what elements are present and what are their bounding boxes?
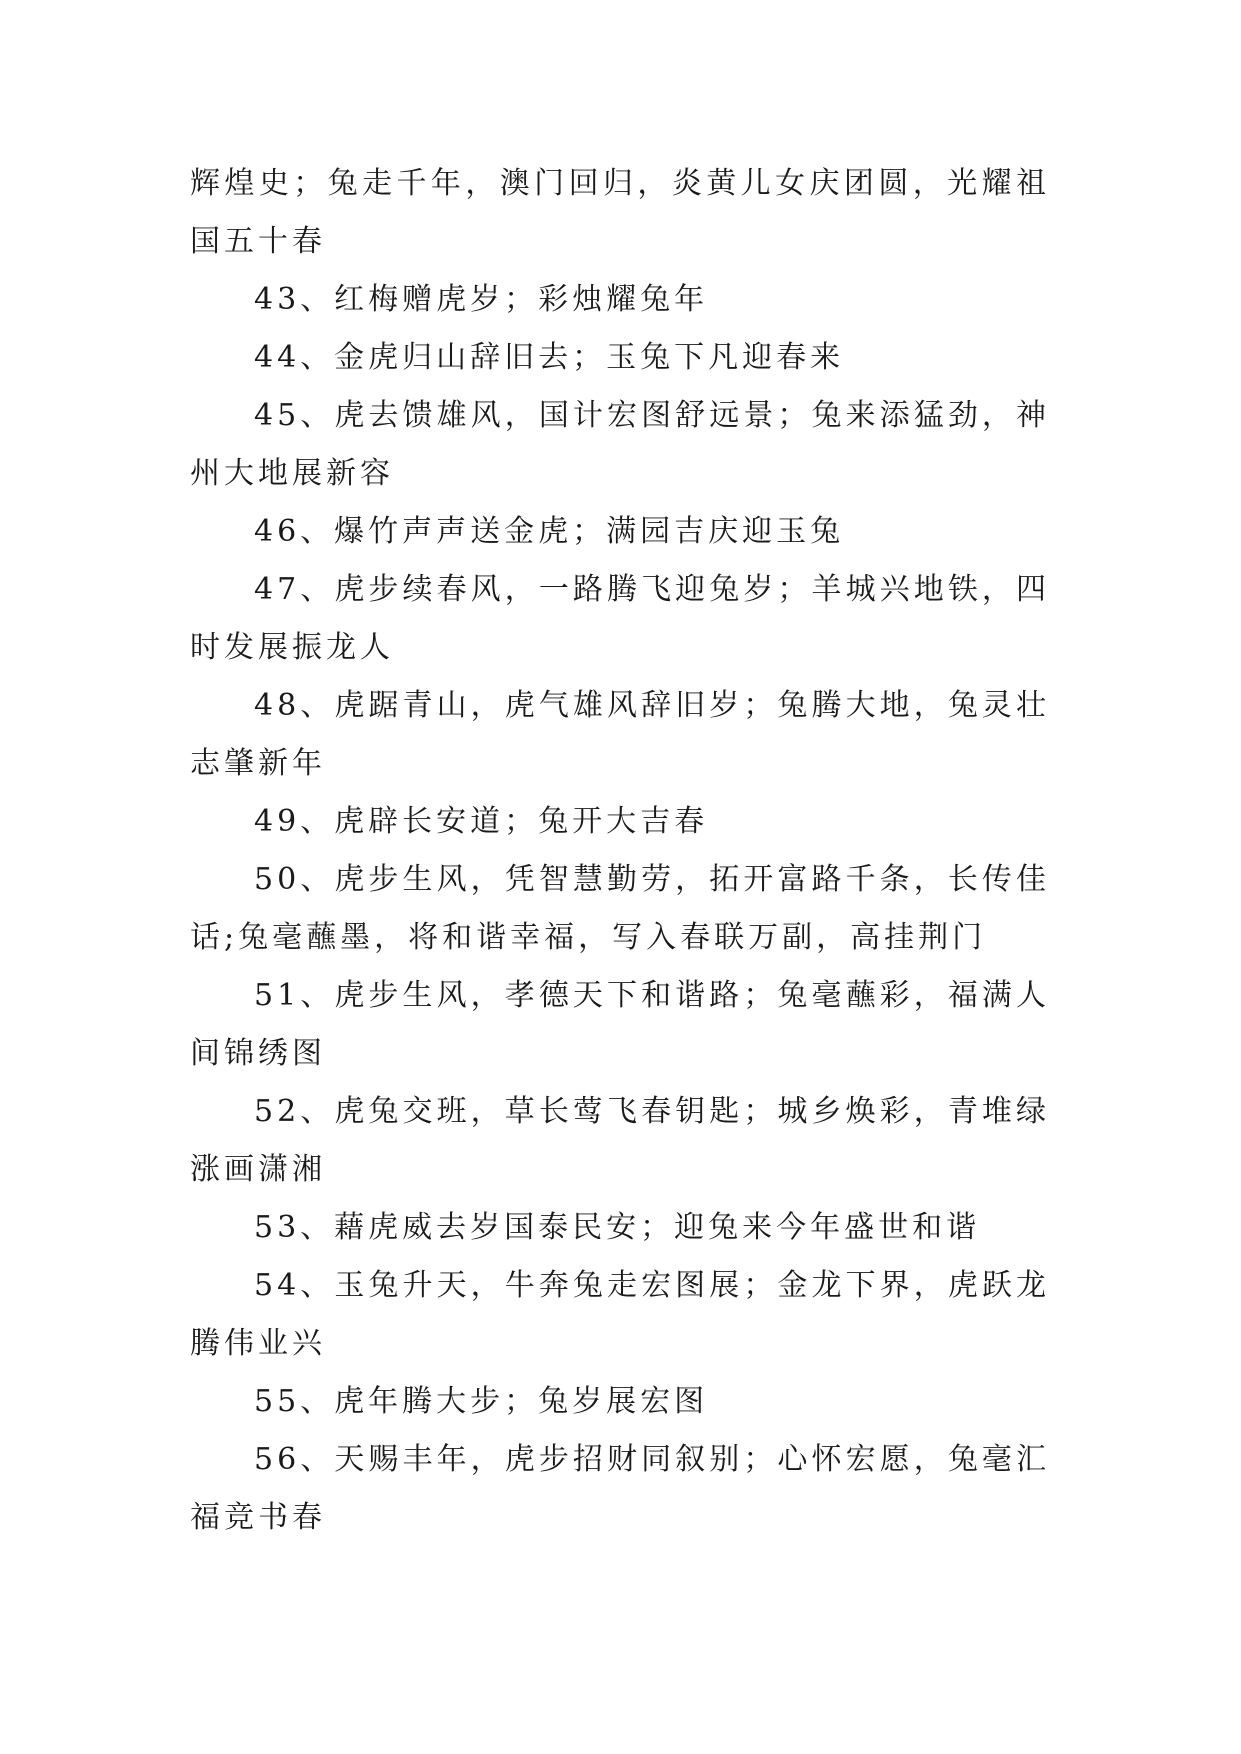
paragraph-49: 49、虎辟长安道；兔开大吉春 bbox=[254, 804, 709, 839]
paragraph-43: 43、红梅赠虎岁；彩烛耀兔年 bbox=[254, 282, 709, 317]
paragraph-50: 50、虎步生风，凭智慧勤劳，拓开富路千条，长传佳话;兔毫蘸墨，将和谐幸福，写入春联万副，高挂荆门 bbox=[190, 862, 1050, 955]
paragraph-56: 56、天赐丰年，虎步招财同叙别；心怀宏愿，兔毫汇福竞书春 bbox=[190, 1442, 1050, 1535]
paragraph-44: 44、金虎归山辞旧去；玉兔下凡迎春来 bbox=[254, 340, 845, 375]
paragraph-55: 55、虎年腾大步；兔岁展宏图 bbox=[254, 1384, 709, 1419]
paragraph-54: 54、玉兔升天，牛奔兔走宏图展；金龙下界，虎跃龙腾伟业兴 bbox=[190, 1268, 1050, 1361]
paragraph-continued: 辉煌史；兔走千年，澳门回归，炎黄儿女庆团圆，光耀祖国五十春 bbox=[190, 166, 1050, 259]
paragraph-48: 48、虎踞青山，虎气雄风辞旧岁；兔腾大地，兔灵壮志肇新年 bbox=[190, 688, 1050, 781]
document-body bbox=[190, 155, 1050, 1547]
paragraph-45: 45、虎去馈雄风，国计宏图舒远景；兔来添猛劲，神州大地展新容 bbox=[190, 398, 1050, 491]
paragraph-51: 51、虎步生风，孝德天下和谐路；兔毫蘸彩，福满人间锦绣图 bbox=[190, 978, 1050, 1071]
paragraph-46: 46、爆竹声声送金虎；满园吉庆迎玉兔 bbox=[254, 514, 845, 549]
paragraph-53: 53、藉虎威去岁国泰民安；迎兔来今年盛世和谐 bbox=[254, 1210, 981, 1245]
paragraph-52: 52、虎兔交班，草长莺飞春钥匙；城乡焕彩，青堆绿涨画潇湘 bbox=[190, 1094, 1050, 1187]
paragraph-47: 47、虎步续春风，一路腾飞迎兔岁；羊城兴地铁，四时发展振龙人 bbox=[190, 572, 1050, 665]
